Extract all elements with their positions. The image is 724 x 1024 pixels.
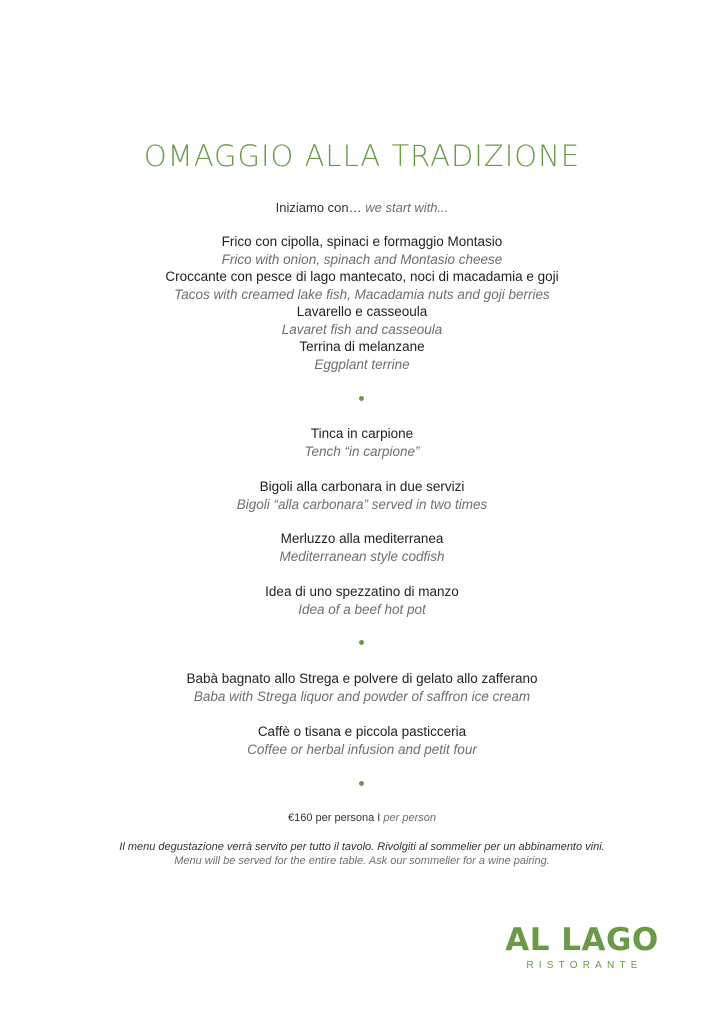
intro-italian: Iniziamo con… bbox=[275, 200, 362, 215]
dish-english: Frico with onion, spinach and Montasio cheese bbox=[221, 251, 503, 267]
dish-italian: Merluzzo alla mediterranea bbox=[280, 531, 444, 546]
section-divider-dot bbox=[359, 781, 364, 786]
note-english: Menu will be served for the entire table. Ask our sommelier for a wine pairing. bbox=[174, 855, 550, 867]
dish-italian: Lavarello e casseoula bbox=[296, 304, 428, 319]
dish-english: Coffee or herbal infusion and petit four bbox=[247, 741, 477, 757]
main-dish-3 bbox=[0, 530, 724, 565]
dish-italian: Terrina di melanzane bbox=[299, 339, 425, 354]
main-dish-2 bbox=[0, 478, 724, 513]
dish-italian: Caffè o tisana e piccola pasticceria bbox=[257, 724, 467, 739]
menu-title: OMAGGIO ALLA TRADIZIONE bbox=[143, 139, 581, 173]
restaurant-logo bbox=[504, 921, 660, 973]
dish-english: Baba with Strega liquor and powder of saffron ice cream bbox=[193, 688, 531, 704]
dish-italian: Tinca in carpione bbox=[310, 426, 414, 441]
starters-section bbox=[0, 233, 724, 373]
dessert-2 bbox=[0, 723, 724, 758]
dish-italian: Frico con cipolla, spinaci e formaggio Montasio bbox=[221, 234, 503, 249]
menu-notes bbox=[0, 840, 724, 868]
price-english: per person bbox=[383, 812, 436, 824]
logo-brand: AL LAGO bbox=[505, 922, 659, 958]
dessert-1 bbox=[0, 670, 724, 705]
dish-italian: Babà bagnato allo Strega e polvere di gelato allo zafferano bbox=[186, 671, 538, 686]
menu-price bbox=[0, 811, 724, 825]
dish-english: Bigoli “alla carbonara” served in two times bbox=[236, 496, 488, 512]
price-italian: €160 per persona I bbox=[287, 812, 381, 824]
main-dish-1 bbox=[0, 425, 724, 460]
section-divider-dot bbox=[359, 640, 364, 645]
dish-italian: Bigoli alla carbonara in due servizi bbox=[259, 479, 465, 494]
dish-english: Idea of a beef hot pot bbox=[298, 601, 426, 617]
dish-english: Mediterranean style codfish bbox=[279, 548, 445, 564]
main-dish-4 bbox=[0, 583, 724, 618]
intro-english: we start with... bbox=[365, 200, 449, 215]
logo-subtitle: RISTORANTE bbox=[526, 960, 643, 971]
section-divider-dot bbox=[359, 396, 364, 401]
dish-italian: Idea di uno spezzatino di manzo bbox=[265, 584, 459, 599]
dish-english: Tacos with creamed lake fish, Macadamia nuts and goji berries bbox=[174, 286, 550, 302]
menu-intro bbox=[0, 199, 724, 216]
dish-italian: Croccante con pesce di lago mantecato, noci di macadamia e goji bbox=[165, 269, 559, 284]
dish-english: Tench “in carpione” bbox=[304, 443, 420, 459]
note-italian: Il menu degustazione verrà servito per tutto il tavolo. Rivolgiti al sommelier per un abbinamento vini. bbox=[119, 841, 605, 853]
dish-english: Lavaret fish and casseoula bbox=[281, 321, 443, 337]
dish-english: Eggplant terrine bbox=[314, 356, 410, 372]
